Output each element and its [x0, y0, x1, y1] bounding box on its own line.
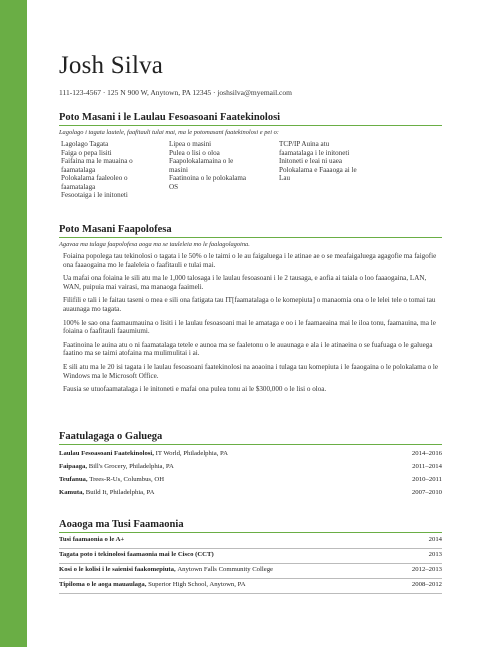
history-row-text	[59, 566, 273, 573]
accent-side-bar	[0, 0, 27, 647]
skills-grid	[59, 140, 442, 210]
history-row-title: Tusi faamaonia o le A+	[59, 536, 125, 543]
history-row	[59, 476, 442, 489]
skill-item: masini	[169, 165, 188, 174]
history-row-dates: 2007–2010	[411, 489, 442, 496]
history-row-title: Tipiloma o le aoga mauaulaga,	[59, 581, 149, 588]
skill-item: faamatalaga i le initoneti	[279, 148, 350, 157]
history-row-text	[59, 450, 228, 457]
history-row-dates: 2008–2012	[411, 581, 442, 588]
experience-section-title: Poto Masani Faapolofesa	[59, 224, 442, 238]
experience-paragraph: Filifili e tali i le faitau taseni o mea e sili ona fatigata tau IT[faamatalaga o le komepiuta] o manaomia ona o le lelei tele o tomai tau auaunaga mo tagata.	[63, 296, 436, 313]
education-title: Aoaoga ma Tusi Faamaonia	[59, 519, 442, 533]
history-row-text	[59, 489, 154, 496]
skills-column-3	[279, 140, 357, 183]
skill-item: Polokalama faaleoleo o	[61, 174, 128, 182]
history-row-text	[59, 536, 124, 543]
skill-item: Lau	[279, 174, 291, 182]
experience-intro: Agavaa ma tulaga faapolofesa aoga ma se tauleleia mo le faalagolagoina.	[59, 241, 250, 248]
history-row-dates: 2012–2013	[411, 566, 442, 573]
skill-item: Polokalama e Faaaoga ai le	[279, 165, 357, 174]
work-history-section	[59, 431, 442, 502]
history-row	[59, 463, 442, 476]
skill-item: Lagolago Tagata	[61, 140, 109, 148]
history-row-title: Tagata poto i tekinolosi faamaonia mai le Cisco (CCT)	[59, 551, 214, 558]
history-row	[59, 450, 442, 463]
experience-paragraph: 100% le sao ona faamaumauina o lisiti i le laulau fesoasoani mai le amataga e oo i le faamaeaina mai le iloa tonu, faamauina, ma le foiaina o faafitauli faaumiumi.	[63, 318, 436, 336]
history-row-title: Faipaaga,	[59, 463, 89, 470]
contact-line: 111-123-4567 · 125 N 900 W, Anytown, PA 12345 · joshsilva@myemail.com	[59, 88, 292, 97]
history-row-text	[59, 551, 214, 558]
skills-column-1	[61, 140, 133, 200]
history-row-title: Kamuta,	[59, 489, 86, 496]
skill-item: Lipea o masini	[169, 140, 212, 148]
experience-section	[59, 224, 442, 399]
history-row-text	[59, 463, 174, 470]
education-list	[59, 534, 442, 594]
history-row-dates: 2014	[428, 536, 442, 543]
skills-section	[59, 112, 442, 210]
history-row-place: Bill's Grocery, Philadelphia, PA	[88, 463, 174, 470]
skill-item: OS	[169, 182, 179, 191]
history-row	[59, 534, 442, 549]
skill-item: Fesootaiga i le initoneti	[61, 191, 128, 199]
history-row-place: Superior High School, Anytown, PA	[148, 581, 246, 588]
history-row-text	[59, 476, 164, 483]
history-row-title: Laulau Fesoasoani Faatekinolosi,	[59, 450, 156, 457]
resume-name: Josh Silva	[59, 52, 164, 79]
skill-item: TCP/IP Auina atu	[279, 140, 330, 148]
history-row-place: Build It, Philadelphia, PA	[85, 489, 155, 496]
skill-item: Faifaina ma le mauaina o	[61, 157, 133, 165]
history-row-place: Trees-R-Us, Columbus, OH	[89, 476, 165, 483]
experience-paragraph: Ua mafai ona foiaina le sili atu ma le 1,000 talosaga i le laulau fesoasoani i le 2 tausaga, e aofia ai taiala o loo faaaogaina, LAN, WAN, puipuia mai vairasi, ma manaoga faaimeli.	[63, 274, 427, 291]
history-row-dates: 2011–2014	[412, 463, 442, 470]
experience-paragraph: Faatinoina le auina atu o ni faamatalaga tetele e aunoa ma se faaletonu o le auaunaga e ala i le atinaeina o se fuafuaga o le galuega faatino ma se taimi atofaina ma mulimulitai i ai.	[63, 340, 433, 358]
skill-item: faamatalaga	[61, 182, 96, 191]
work-history-list	[59, 450, 442, 502]
skill-item: faamatalaga	[61, 165, 96, 174]
education-section	[59, 519, 442, 594]
history-row	[59, 579, 442, 594]
experience-paragraph: E sili atu ma le 20 isi tagata i le laulau fesoasoani faatekinolosi na aoaoina i tulaga tau komepiuta i le faaogaina o le polokalama o le Windows ma le Microsoft Office.	[63, 362, 439, 380]
skill-item: Initoneti e leai ni uaea	[279, 157, 343, 165]
skill-item: Faapolokalamaina o le	[169, 157, 234, 165]
work-history-title: Faatulagaga o Galuega	[59, 431, 442, 445]
skill-item: Pulea o lisi o oloa	[169, 148, 220, 157]
history-row-place: Anytown Falls Community College	[177, 566, 274, 573]
history-row-title: Kosi o le kolisi i le saienisi faakomepiuta,	[59, 566, 178, 573]
history-row-place: IT World, Philadelphia, PA	[155, 450, 228, 457]
skill-item: Faatinoina o le polokalama	[169, 174, 247, 182]
experience-paragraphs	[59, 252, 442, 394]
experience-paragraph: Foiaina popolega tau tekinolosi o tagata i le 50% o le taimi o le au faigaluega i le atinae ae o se meafaigaluega agagofie ma faigofie ona faaaogaina mo le faaleleia o faafitauli e tulai mai.	[63, 252, 437, 269]
experience-paragraph: Fausia se utuofaamatalaga i le initoneti e mafai ona pulea tonu ai le $300,000 o le lisi o oloa.	[63, 385, 327, 394]
history-row-dates: 2010–2011	[412, 476, 442, 483]
history-row-dates: 2013	[428, 551, 442, 558]
history-row-text	[59, 581, 246, 588]
skills-intro: Lagolago i tagata lautele, faafitauli tulai mai, ma le potomasani faatekinolosi e pei o:	[59, 129, 279, 136]
history-row	[59, 489, 442, 502]
history-row	[59, 549, 442, 564]
history-row-title: Teufanua,	[59, 476, 90, 483]
history-row	[59, 564, 442, 579]
history-row-dates: 2014–2016	[411, 450, 442, 457]
skills-column-2	[169, 140, 246, 191]
skills-section-title: Poto Masani i le Laulau Fesoasoani Faatekinolosi	[59, 112, 442, 126]
skill-item: Faiga o pepa lisiti	[61, 148, 112, 157]
